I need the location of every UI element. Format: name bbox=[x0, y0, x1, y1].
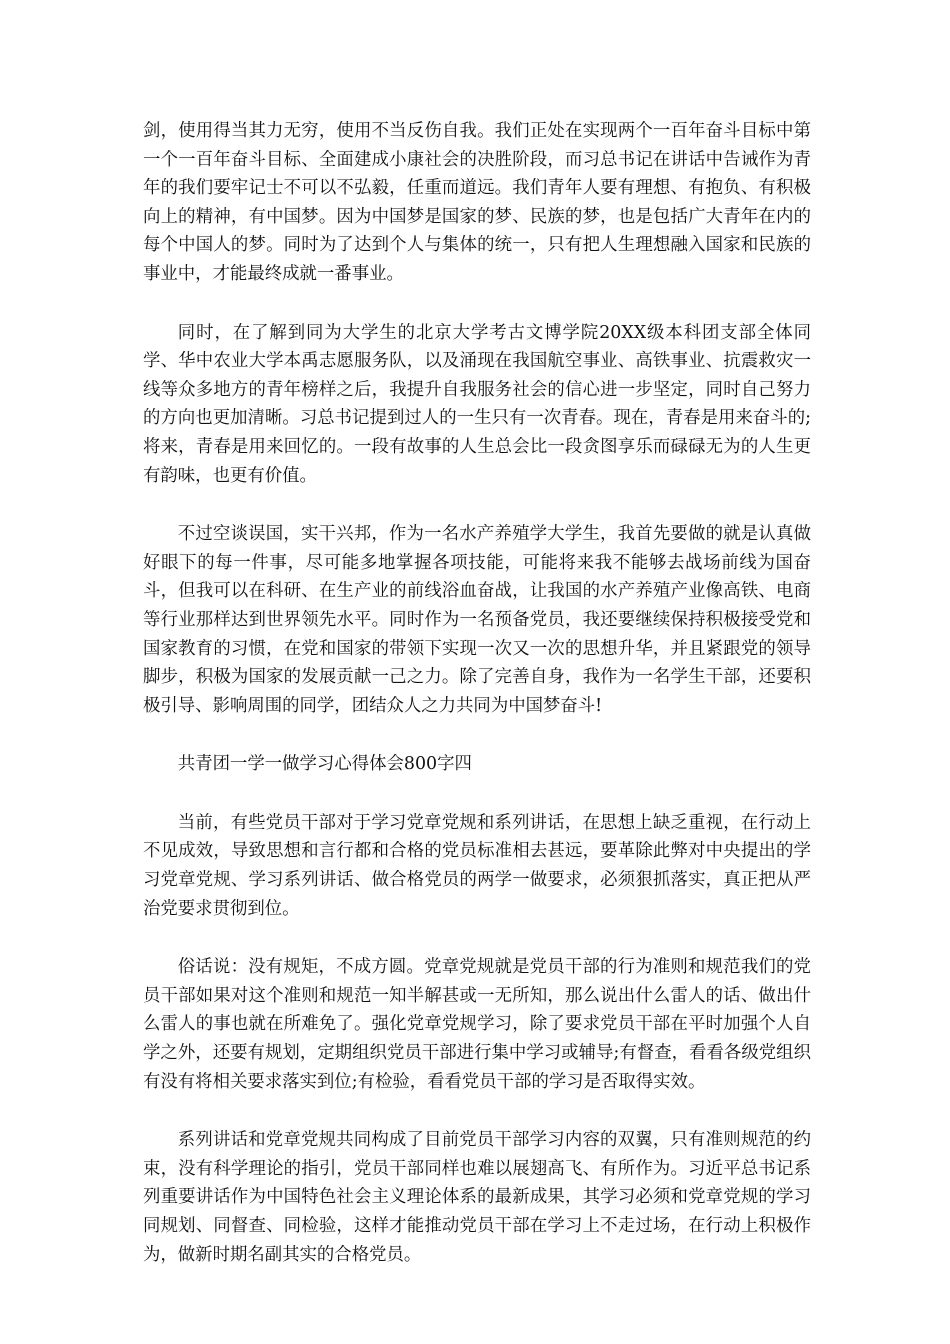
paragraph-youth-models: 同时，在了解到同为大学生的北京大学考古文博学院20XX级本科团支部全体同学、华中农业大学本禹志愿服务队，以及涌现在我国航空事业、高铁事业、抗震救灾一线等众多地方的青年榜样之后，我提升自我服务社会的信心进一步坚定，同时自己努力的方向也更加清晰。习总书记提到过人的一生只有一次青春。现在，青春是用来奋斗的;将来，青春是用来回忆的。一段有故事的人生总会比一段贪图享乐而碌碌无为的人生更有韵味，也更有价值。 bbox=[143, 322, 811, 486]
paragraph-two-wings: 系列讲话和党章党规共同构成了目前党员干部学习内容的双翼，只有准则规范的约束，没有科学理论的指引，党员干部同样也难以展翅高飞、有所作为。习近平总书记系列重要讲话作为中国特色社会主义理论体系的最新成果，其学习必须和党章党规的学习同规划、同督查、同检验，这样才能推动党员干部在学习上不走过场，在行动上积极作为，做新时期名副其实的合格党员。 bbox=[143, 1130, 811, 1265]
paragraph-continuation: 剑，使用得当其力无穷，使用不当反伤自我。我们正处在实现两个一百年奋斗目标中第一个一百年奋斗目标、全面建成小康社会的决胜阶段，而习总书记在讲话中告诫作为青年的我们要牢记士不可以不弘毅，任重而道远。我们青年人要有理想、有抱负、有积极向上的精神，有中国梦。因为中国梦是国家的梦、民族的梦，也是包括广大青年在内的每个中国人的梦。同时为了达到个人与集体的统一，只有把人生理想融入国家和民族的事业中，才能最终成就一番事业。 bbox=[143, 121, 811, 284]
paragraph-practical-action: 不过空谈误国，实干兴邦，作为一名水产养殖学大学生，我首先要做的就是认真做好眼下的每一件事，尽可能多地掌握各项技能，可能将来我不能够去战场前线为国奋斗，但我可以在科研、在生产业的前线浴血奋战，让我国的水产养殖产业像高铁、电商等行业那样达到世界领先水平。同时作为一名预备党员，我还要继续保持积极接受党和国家教育的习惯，在党和国家的带领下实现一次又一次的思想升华，并且紧跟党的领导脚步，积极为国家的发展贡献一己之力。除了完善自身，我作为一名学生干部，还要积极引导、影响周围的同学，团结众人之力共同为中国梦奋斗! bbox=[143, 524, 811, 716]
paragraph-rules: 俗话说：没有规矩，不成方圆。党章党规就是党员干部的行为准则和规范我们的党员干部如果对这个准则和规范一知半解甚或一无所知，那么说出什么雷人的话、做出什么雷人的事也就在所难免了。强化党章党规学习，除了要求党员干部在平时加强个人自学之外，还要有规划，定期组织党员干部进行集中学习或辅导;有督查，看看各级党组织有没有将相关要求落实到位;有检验，看看党员干部的学习是否取得实效。 bbox=[143, 957, 811, 1092]
section-title: 共青团一学一做学习心得体会800字四 bbox=[177, 754, 472, 775]
paragraph-current-issues: 当前，有些党员干部对于学习党章党规和系列讲话，在思想上缺乏重视，在行动上不见成效，导致思想和言行都和合格的党员标准相去甚远，要革除此弊对中央提出的学习党章党规、学习系列讲话、做合格党员的两学一做要求，必须狠抓落实，真正把从严治党要求贯彻到位。 bbox=[143, 812, 811, 919]
document-page bbox=[143, 117, 811, 1299]
